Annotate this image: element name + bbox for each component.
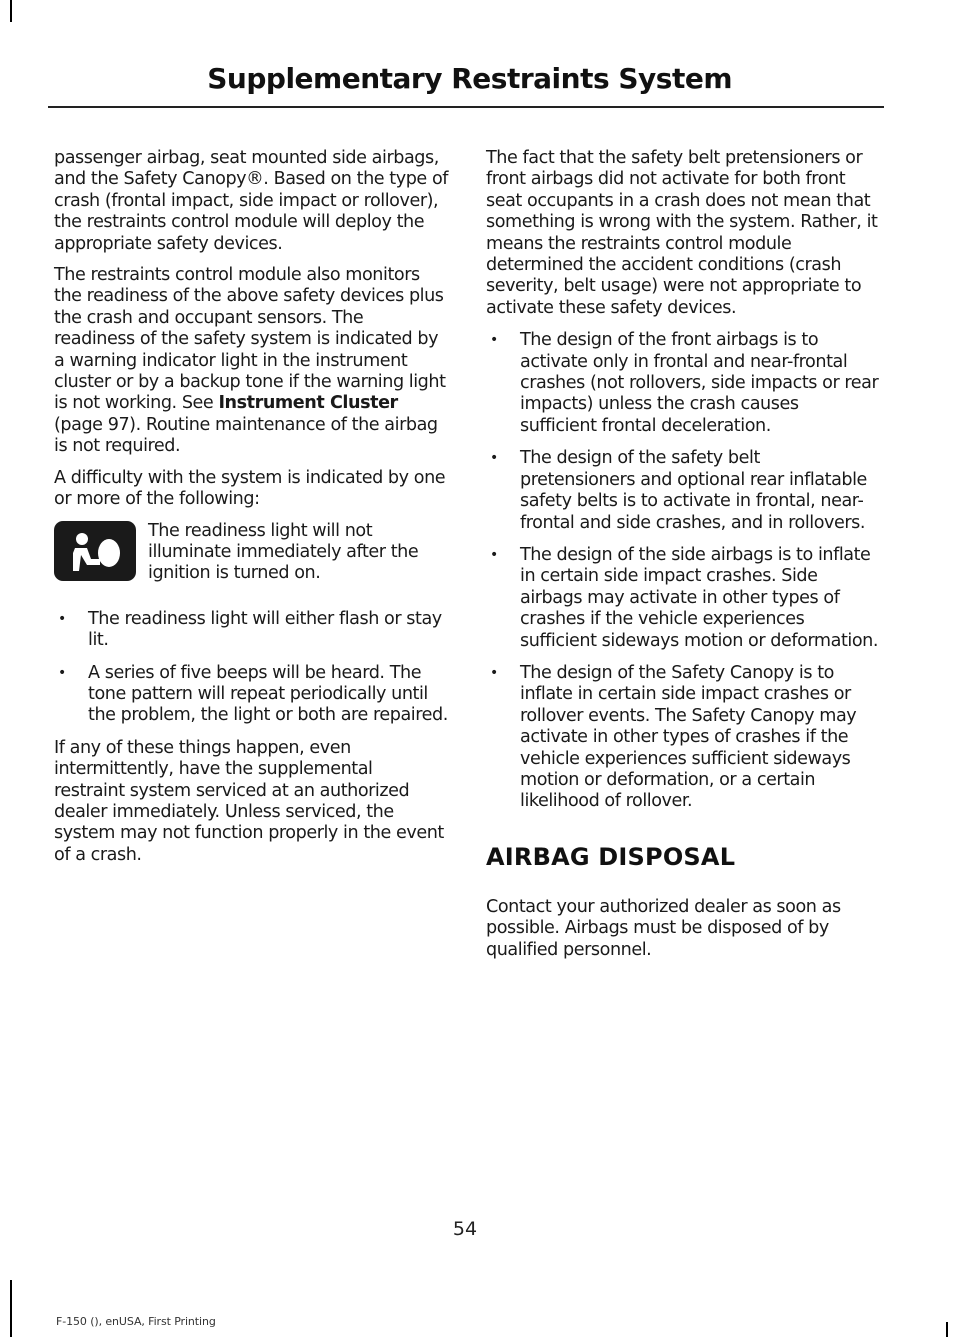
left-paragraph-4: If any of these things happen, even intermittently, have the supplemental restraint system serviced at an authorized dealer immediately. Unless serviced, the system may not function properly in the event of a crash.	[54, 737, 444, 865]
left-paragraph-2	[54, 265, 448, 458]
header-divider	[48, 106, 884, 108]
indicator-description: The readiness light will not illuminate immediately after the ignition is turned on.	[148, 520, 419, 584]
airbag-warning-icon	[54, 521, 136, 581]
footer-note: F-150 (), enUSA, First Printing	[56, 1315, 216, 1328]
left-bullet-list	[54, 609, 448, 727]
instrument-cluster-link[interactable]: Instrument Cluster	[218, 393, 398, 414]
list-item: • The design of the side airbags is to inflate in certain side impact crashes. Side airbags may activate in other types of crashes if the vehicle experiences sufficient sideways motion or deformation.	[486, 545, 880, 652]
list-item: • The design of the Safety Canopy is to inflate in certain side impact crashes or rollover events. The Safety Canopy may activate in other types of crashes if the vehicle experiences sufficient sideways motion or deformation, or a certain likelihood of rollover.	[486, 663, 880, 813]
list-item: • The design of the front airbags is to activate only in frontal and near-frontal crashes (not rollovers, side impacts or rear impacts) unless the crash causes sufficient frontal deceleration.	[486, 330, 880, 437]
page-number: 54	[452, 1218, 478, 1240]
crop-mark	[946, 1322, 948, 1337]
indicator-block	[54, 521, 448, 595]
section-heading: AIRBAG DISPOSAL	[486, 842, 736, 871]
left-column	[54, 148, 448, 876]
right-bullet-list	[486, 330, 880, 813]
list-item: • A series of five beeps will be heard. The tone pattern will repeat periodically until the problem, the light or both are repaired.	[54, 663, 448, 727]
right-paragraph-1: The fact that the safety belt pretensioners or front airbags did not activate for both front seat occupants in a crash does not mean that something is wrong with the system. Rather, it means the restraints control module determined the accident conditions (crash severity, belt usage) were not appropriate to activate these safety devices.	[486, 148, 878, 318]
paragraph-text: (page 97). Routine maintenance of the airbag is not required.	[54, 414, 438, 457]
left-paragraph-1: passenger airbag, seat mounted side airbags, and the Safety Canopy®. Based on the type of crash (frontal impact, side impact or rollover), the restraints control module will deploy the appropriate safety devices.	[54, 148, 448, 254]
crop-mark	[10, 0, 12, 22]
list-item: • The design of the safety belt pretensioners and optional rear inflatable safety belts is to activate in frontal, near-frontal and side crashes, and in rollovers.	[486, 448, 880, 534]
paragraph-text: The restraints control module also monitors the readiness of the above safety devices plus the crash and occupant sensors. The readiness of the safety system is indicated by a warning indicator light in the instrument cluster or by a backup tone if the warning light is not working. See	[54, 265, 446, 414]
right-column	[486, 148, 880, 972]
right-paragraph-2: Contact your authorized dealer as soon as possible. Airbags must be disposed of by qualified personnel.	[486, 896, 841, 960]
left-paragraph-3: A difficulty with the system is indicated by one or more of the following:	[54, 467, 446, 510]
list-item: • The readiness light will either flash or stay lit.	[54, 609, 448, 652]
page-title: Supplementary Restraints System	[207, 62, 732, 95]
crop-mark	[10, 1280, 12, 1337]
